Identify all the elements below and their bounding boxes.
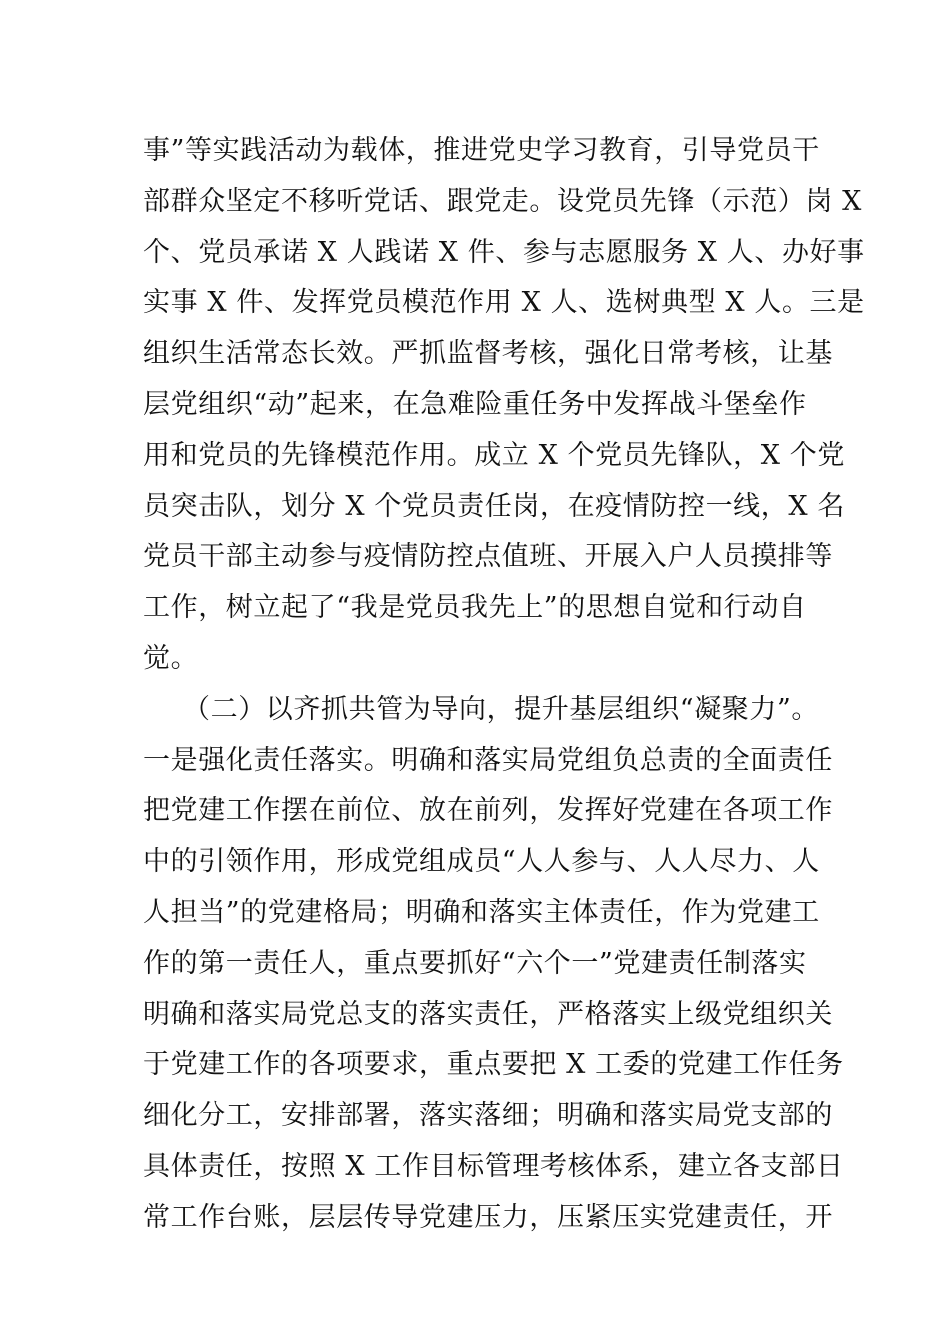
text-line: 中的引领作用，形成党组成员“人人参与、人人尽力、人 — [143, 846, 820, 878]
text-line: 常工作台账，层层传导党建压力，压紧压实党建责任，开 — [143, 1201, 833, 1233]
text-line: 把党建工作摆在前位、放在前列，发挥好党建在各项工作 — [143, 795, 833, 827]
text-line: 层党组织“动”起来，在急难险重任务中发挥战斗堡垒作 — [143, 388, 807, 420]
text-line: 人担当”的党建格局；明确和落实主体责任，作为党建工 — [143, 896, 820, 928]
section-heading: （二）以齐抓共管为导向，提升基层组织“凝聚力”。 — [183, 693, 820, 725]
text-line: 实事 X 件、发挥党员模范作用 X 人、选树典型 X 人。三是 — [143, 287, 865, 319]
text-line: 明确和落实局党总支的落实责任，严格落实上级党组织关 — [143, 998, 833, 1030]
text-line: 个、党员承诺 X 人践诺 X 件、参与志愿服务 X 人、办好事 — [143, 236, 865, 268]
document-body — [143, 126, 865, 1244]
text-line: 细化分工，安排部署，落实落细；明确和落实局党支部的 — [143, 1100, 833, 1132]
text-line: 一是强化责任落实。明确和落实局党组负总责的全面责任 — [143, 744, 833, 776]
text-line: 具体责任，按照 X 工作目标管理考核体系，建立各支部日 — [143, 1150, 844, 1182]
text-line: 党员干部主动参与疫情防控点值班、开展入户人员摸排等 — [143, 541, 833, 573]
text-line: 事”等实践活动为载体，推进党史学习教育，引导党员干 — [143, 135, 820, 166]
text-line: 工作，树立起了“我是党员我先上”的思想自觉和行动自 — [143, 592, 807, 624]
text-line: 作的第一责任人，重点要抓好“六个一”党建责任制落实 — [143, 947, 807, 979]
text-line: 于党建工作的各项要求，重点要把 X 工委的党建工作任务 — [143, 1049, 844, 1081]
text-line: 组织生活常态长效。严抓监督考核，强化日常考核，让基 — [143, 338, 833, 370]
text-line: 用和党员的先锋模范作用。成立 X 个党员先锋队，X 个党 — [143, 439, 845, 471]
text-line: 部群众坚定不移听党话、跟党走。设党员先锋（示范）岗 X — [143, 185, 863, 217]
text-line: 觉。 — [143, 642, 199, 674]
text-line: 员突击队，划分 X 个党员责任岗，在疫情防控一线，X 名 — [143, 490, 845, 522]
